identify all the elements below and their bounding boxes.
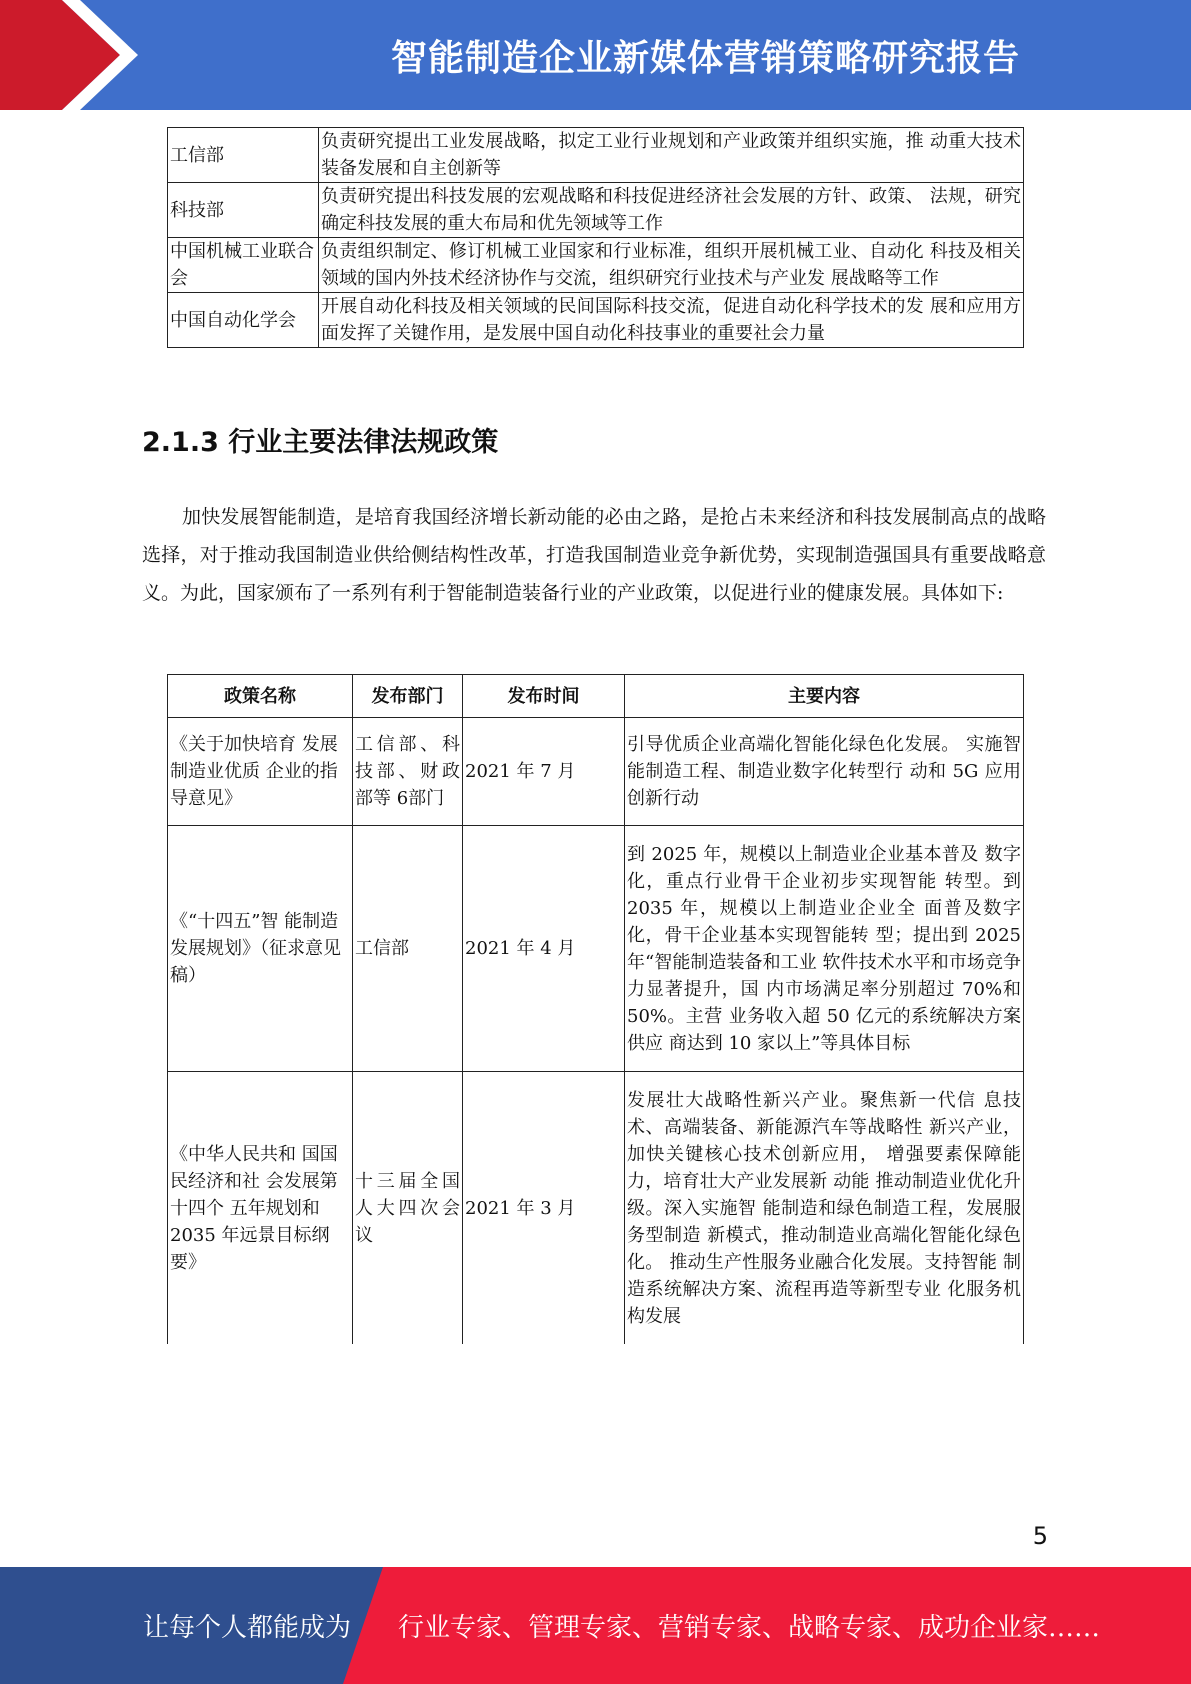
policy-name: 《关于加快培育 发展制造业优质 企业的指导意见》 [168,718,353,826]
table-row [168,238,1024,293]
table-row [168,826,1024,1072]
policy-name: 《“十四五”智 能制造发展规划》（征求意见稿） [168,826,353,1072]
org-name: 中国机械工业联合会 [168,238,319,293]
header-arrow-decoration [0,0,160,110]
footer-slogan-left: 让每个人都能成为 [143,1613,352,1643]
table-row [168,183,1024,238]
report-title: 智能制造企业新媒体营销策略研究报告 [390,37,1020,79]
policy-department: 工信部、科技部、财政部等 6部门 [353,718,463,826]
page-number: 5 [1032,1522,1048,1550]
table-row [168,1072,1024,1345]
policy-content: 引导优质企业高端化智能化绿色化发展。 实施智能制造工程、制造业数字化转型行 动和 5G 应用创新行动 [625,718,1024,826]
policy-content: 到 2025 年，规模以上制造业企业基本普及 数字化，重点行业骨干企业初步实现智能 转型。到 2035 年，规模以上制造业企业全 面普及数字化，骨干企业基本实现智能转 型；提出到 2025 年“智能制造装备和工业 软件技术水平和市场竞争力显著提升，国 内市场满足率分别超过 70%和 50%。主营 业务收入超 50 亿元的系统解决方案供应 商达到 10 家以上”等具体目标 [625,826,1024,1072]
column-header-date: 发布时间 [463,675,625,718]
org-desc: 负责研究提出科技发展的宏观战略和科技促进经济社会发展的方针、政策、 法规，研究确定科技发展的重大布局和优先领域等工作 [319,183,1024,238]
org-name: 工信部 [168,128,319,183]
column-header-policy-name: 政策名称 [168,675,353,718]
policy-name: 《中华人民共和 国国民经济和社 会发展第十四个 五年规划和 2035 年远景目标纲要》 [168,1072,353,1345]
policy-date: 2021 年 7 月 [463,718,625,826]
policy-table [167,674,1024,1344]
org-desc: 负责组织制定、修订机械工业国家和行业标准，组织开展机械工业、自动化 科技及相关领域的国内外技术经济协作与交流，组织研究行业技术与产业发 展战略等工作 [319,238,1024,293]
table-header-row [168,675,1024,718]
org-name: 中国自动化学会 [168,293,319,348]
policy-content: 发展壮大战略性新兴产业。聚焦新一代信 息技术、高端装备、新能源汽车等战略性 新兴产业，加快关键核心技术创新应用， 增强要素保障能力，培育壮大产业发展新 动能 推动制造业优化升级。深入实施智 能制造和绿色制造工程，发展服务型制造 新模式，推动制造业高端化智能化绿色化。 推动生产性服务业融合化发展。支持智能 制造系统解决方案、流程再造等新型专业 化服务机构发展 [625,1072,1024,1345]
section-heading: 2.1.3 行业主要法律法规政策 [142,427,499,458]
org-desc: 开展自动化科技及相关领域的民间国际科技交流，促进自动化科学技术的发 展和应用方面发挥了关键作用，是发展中国自动化科技事业的重要社会力量 [319,293,1024,348]
table-row [168,718,1024,826]
table-row [168,293,1024,348]
page-header [0,0,1191,110]
policy-department: 十三届全国人大四次会议 [353,1072,463,1345]
intro-paragraph: 加快发展智能制造，是培育我国经济增长新动能的必由之路，是抢占未来经济和科技发展制高点的战略选择，对于推动我国制造业供给侧结构性改革，打造我国制造业竞争新优势，实现制造强国具有重要战略意义。为此，国家颁布了一系列有利于智能制造装备行业的产业政策，以促进行业的健康发展。具体如下: [142,506,1046,604]
org-table [167,127,1024,348]
policy-date: 2021 年 3 月 [463,1072,625,1345]
policy-department: 工信部 [353,826,463,1072]
table-row [168,128,1024,183]
column-header-department: 发布部门 [353,675,463,718]
policy-date: 2021 年 4 月 [463,826,625,1072]
org-name: 科技部 [168,183,319,238]
footer-slogan-right: 行业专家、管理专家、营销专家、战略专家、成功企业家…… [398,1613,1101,1643]
org-desc: 负责研究提出工业发展战略，拟定工业行业规划和产业政策并组织实施，推 动重大技术装备发展和自主创新等 [319,128,1024,183]
column-header-content: 主要内容 [625,675,1024,718]
